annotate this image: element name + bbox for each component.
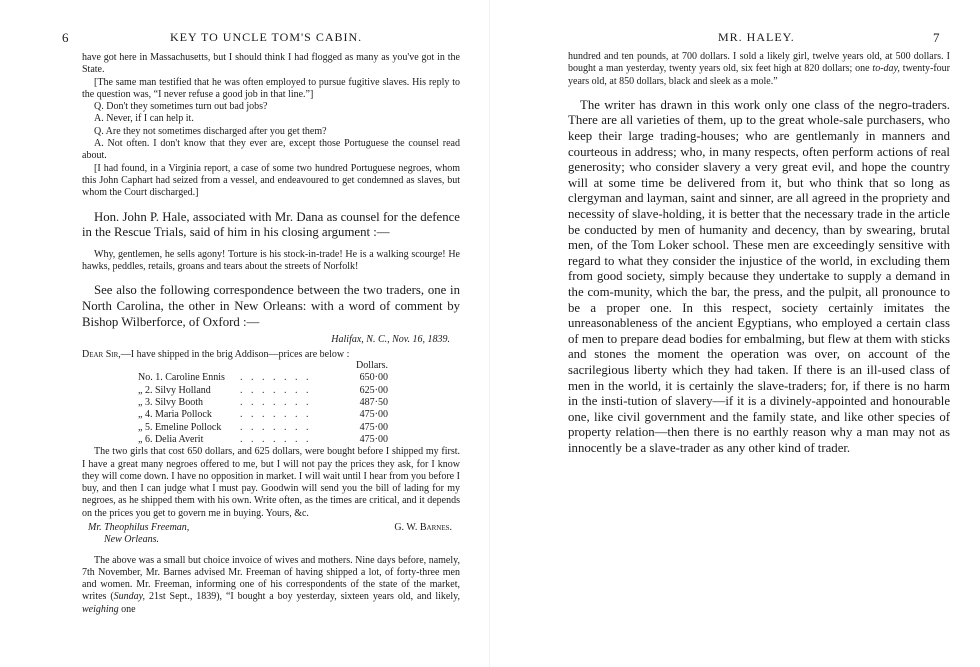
right-page-body xyxy=(568,51,950,457)
answer: A. Not often. I don't know that they ever are, except those Portuguese the counsel read about. xyxy=(82,138,460,162)
leader-dots: . . . . . . . xyxy=(240,409,312,421)
ledger-label: „ 5. Emeline Pollock xyxy=(138,421,222,433)
running-head: MR. HALEY. xyxy=(718,30,795,44)
letter-addressee: Mr. Theophilus Freeman, xyxy=(88,521,190,533)
paragraph: Hon. John P. Hale, associated with Mr. Dana as counsel for the defence in the Rescue Trials, said of him in his closing argument :— xyxy=(82,209,460,240)
letter-signoff xyxy=(82,522,460,534)
emphasis: weighing xyxy=(82,603,119,615)
ledger-row xyxy=(138,385,388,397)
paragraph xyxy=(82,555,460,616)
salutation-text: —I have shipped in the brig Addison—prices are below : xyxy=(120,349,350,361)
ledger-amount: 475·00 xyxy=(356,434,388,446)
right-page xyxy=(490,0,980,667)
leader-dots: . . . . . . . xyxy=(240,384,312,396)
emphasis: Sunday, xyxy=(113,591,146,603)
ledger-row xyxy=(138,422,388,434)
leader-dots: . . . . . . . xyxy=(240,397,312,409)
paragraph: See also the following correspondence between the two traders, one in North Carolina, the other in New Orleans: with a word of comment by Bishop Wilberforce, of Oxford :— xyxy=(82,283,460,329)
letter-salutation xyxy=(82,349,460,360)
ledger-amount: 650·00 xyxy=(356,372,388,384)
question: Q. Are they not sometimes discharged after you get them? xyxy=(94,125,327,137)
running-head: KEY TO UNCLE TOM'S CABIN. xyxy=(170,30,363,44)
page-number: 6 xyxy=(62,30,70,45)
price-ledger xyxy=(138,360,388,446)
text-run: one xyxy=(118,603,136,615)
page-number: 7 xyxy=(933,30,941,45)
ledger-amount: 475·00 xyxy=(356,409,388,421)
ledger-column-head: Dollars. xyxy=(356,360,388,372)
emphasis: to-day, xyxy=(872,63,900,75)
ledger-label: „ 6. Delia Averit xyxy=(138,433,204,445)
leader-dots: . . . . . . . xyxy=(240,433,312,445)
letter-body: The two girls that cost 650 dollars, and 625 dollars, were bought before I shipped my first. I have a great many negroes offered to me, but I will not pay the prices they ask, for I know they will come down. I have no opposition in market. I will wait until I hear from you before I buy, and then I can judge what I must pay. Goodwin will send you the bill of lading for my negroes, as he shipped them with his own. Write often, as the times are critical, and it depends on the prices you get to govern me in buying. Yours, &c. xyxy=(82,446,460,519)
salutation-name: Dear Sir, xyxy=(82,349,121,361)
ledger-label: „ 4. Maria Pollock xyxy=(138,409,212,421)
text-run: The above was a small but choice invoice of wives and mothers. Nine days before, namely, 7th November, Mr. Barnes advised Mr. Freeman of having shipped a lot, of forty-three men and women. Mr. Freeman, informing one of his correspondents of the state of the market, writes ( xyxy=(82,554,460,603)
signature-surname: Barnes. xyxy=(419,521,452,533)
answer: A. Never, if I can help it. xyxy=(94,113,194,125)
question: Q. Don't they sometimes turn out bad jobs? xyxy=(94,101,268,113)
letter-signature xyxy=(394,522,452,533)
paragraph: have got here in Massachusetts, but I should think I had flogged as many as you've got in the State. xyxy=(82,52,460,76)
signature-initials: G. W. xyxy=(394,521,420,533)
ledger-amount: 487·50 xyxy=(356,397,388,409)
letter-dateline: Halifax, N. C., Nov. 16, 1839. xyxy=(331,334,450,346)
bracket-note: [I had found, in a Virginia report, a case of some two hundred Portuguese negroes, whom this John Caphart had seized from a vessel, and endeavoured to get condemned as slaves, but whom the Court discharged.] xyxy=(82,162,460,199)
text-run: 21st Sept., 1839), “I bought a boy yesterday, sixteen years old, and likely, xyxy=(145,591,460,603)
bracket-note: [The same man testified that he was often employed to pursue fugitive slaves. His reply to the question was, “I never refuse a good job in that line.”] xyxy=(82,76,460,100)
text-run: twenty-four years old, at 850 dollars, black and sleek as a mole.” xyxy=(568,63,950,87)
ledger-label: „ 3. Silvy Booth xyxy=(138,397,204,409)
quotation: Why, gentlemen, he sells agony! Torture is his stock-in-trade! He is a walking scourge! He hawks, peddles, retails, groans and tears about the streets of Norfolk! xyxy=(82,248,460,273)
ledger-amount: 625·00 xyxy=(356,385,388,397)
leader-dots: . . . . . . . xyxy=(240,372,312,384)
paragraph: The writer has drawn in this work only one class of the negro-traders. There are all varieties of them, up to the great whole-sale purchasers, who keep their large trading-houses; who are gentlemanly in manners and courteous in address; who, in many respects, often perform actions of real generosity; who consider slavery a very great evil, and hope the country will at some time be delivered from it, but who think that so long as clergyman and layman, saint and sinner, are all agreed in the propriety and necessity of slave-holding, it is better that the necessary trade in the article be conducted by men of humanity and decency, than by swearing, brutal men, of the Tom Loker school. These men are exceedingly sensitive with regard to what they consider the injustice of the world, in excluding them from good society, simply because they undertake to supply a demand in the com-munity, which the bar, the press, and the pulpit, all pronounce to be a proper one. In this respect, society certainly imitates the unreasonableness of the ancient Egyptians, who employed a certain class of men to prepare dead bodies for embalming, but flew at them with sticks and stones the moment the operation was over, on account of the sacrilegious liberty which they had taken. If there is an ill-used class of men in the world, it is certainly the slave-traders; for, if there is no harm in the insti-tution of slavery—if it is a divinely-appointed and honourable one, like civil government and the family state, and like other species of property relation—then there is no earthly reason why a man may not as innocently be a slave-trader as any other kind of trader. xyxy=(568,97,950,455)
ledger-label: No. 1. Caroline Ennis xyxy=(138,372,225,384)
ledger-row xyxy=(138,372,388,384)
paragraph xyxy=(568,51,950,88)
ledger-row xyxy=(138,409,388,421)
left-page-body xyxy=(82,52,460,616)
ledger-label: „ 2. Silvy Holland xyxy=(138,384,211,396)
letter-place: New Orleans. xyxy=(104,534,159,546)
ledger-amount: 475·00 xyxy=(356,422,388,434)
text-run: hundred and ten pounds, at 700 dollars. I sold a likely girl, twelve years old, at 500 dollars. I bought a man yesterday, twenty years old, six feet high at 820 dollars; one xyxy=(568,51,950,75)
ledger-row xyxy=(138,397,388,409)
leader-dots: . . . . . . . xyxy=(240,421,312,433)
ledger-row xyxy=(138,434,388,446)
